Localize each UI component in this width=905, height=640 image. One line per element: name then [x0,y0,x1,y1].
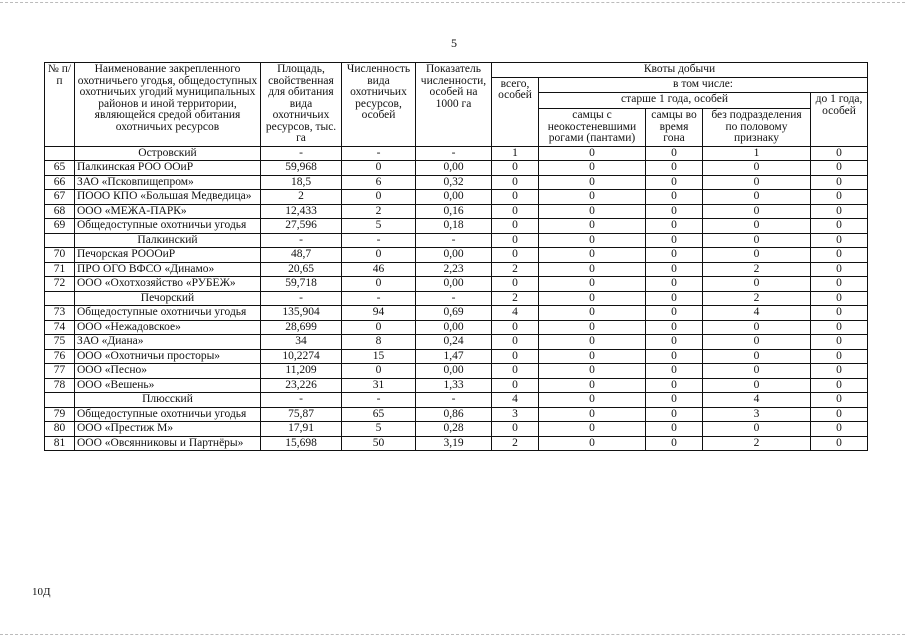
cell-nosex: 2 [703,262,811,277]
cell-males: 0 [539,393,646,408]
cell-index: 0,00 [416,364,492,379]
table-row [45,436,868,451]
cell-index: 3,19 [416,436,492,451]
header-males: самцы с неокостеневшими рогами (пантами) [539,109,646,147]
cell-name: ПООО КПО «Большая Медведица» [75,190,261,205]
cell-num: 66 [45,175,75,190]
cell-males: 0 [539,378,646,393]
cell-males: 0 [539,219,646,234]
cell-males: 0 [539,349,646,364]
cell-area: 59,968 [261,161,342,176]
cell-total: 0 [492,335,539,350]
cell-num: 72 [45,277,75,292]
cell-index: 0,16 [416,204,492,219]
cell-name: ООО «Охотхозяйство «РУБЕЖ» [75,277,261,292]
cell-total: 0 [492,277,539,292]
cell-area: 34 [261,335,342,350]
cell-index: 0,00 [416,277,492,292]
cell-nosex: 0 [703,378,811,393]
cell-season: 0 [646,248,703,263]
district-row [45,233,868,248]
cell-total: 0 [492,248,539,263]
cell-young: 0 [811,248,868,263]
cell-num [45,233,75,248]
cell-males: 0 [539,190,646,205]
cell-nosex: 0 [703,277,811,292]
cell-males: 0 [539,436,646,451]
cell-name: Общедоступные охотничьи угодья [75,219,261,234]
cell-index: 0,00 [416,320,492,335]
cell-index: 0,24 [416,335,492,350]
cell-name: Палкинский [75,233,261,248]
cell-num: 81 [45,436,75,451]
cell-num [45,146,75,161]
cell-total: 0 [492,364,539,379]
cell-count: - [342,146,416,161]
cell-index: 0,18 [416,219,492,234]
cell-num: 70 [45,248,75,263]
cell-name: Общедоступные охотничьи угодья [75,407,261,422]
cell-index: - [416,233,492,248]
cell-nosex: 0 [703,248,811,263]
cell-num: 71 [45,262,75,277]
cell-season: 0 [646,364,703,379]
cell-name: ООО «Нежадовское» [75,320,261,335]
cell-count: - [342,233,416,248]
cell-season: 0 [646,277,703,292]
cell-area: 27,596 [261,219,342,234]
cell-males: 0 [539,291,646,306]
cell-young: 0 [811,233,868,248]
page-number: 5 [451,36,457,50]
cell-num [45,393,75,408]
header-name: Наименование закрепленного охотничьего угодья, общедоступных охотничьих угодий муниципальных районов и иной территории, являющейся средой обитания охотничьих ресурсов [75,63,261,147]
cell-nosex: 0 [703,175,811,190]
table-row [45,422,868,437]
cell-num [45,291,75,306]
cell-count: 15 [342,349,416,364]
cell-area: 10,2274 [261,349,342,364]
cell-name: Общедоступные охотничьи угодья [75,306,261,321]
cell-name: ООО «Овсянниковы и Партнёры» [75,436,261,451]
cell-count: 8 [342,335,416,350]
cell-season: 0 [646,146,703,161]
cell-season: 0 [646,204,703,219]
table-row [45,248,868,263]
cell-index: 0,00 [416,248,492,263]
cell-index: 0,86 [416,407,492,422]
cell-name: Островский [75,146,261,161]
cell-males: 0 [539,175,646,190]
cell-num: 75 [45,335,75,350]
cell-num: 69 [45,219,75,234]
cell-area: 135,904 [261,306,342,321]
cell-young: 0 [811,262,868,277]
cell-count: 94 [342,306,416,321]
cell-area: 17,91 [261,422,342,437]
cell-num: 74 [45,320,75,335]
cell-total: 4 [492,306,539,321]
scan-edge-top [0,2,905,3]
cell-males: 0 [539,262,646,277]
cell-area: 75,87 [261,407,342,422]
cell-count: 5 [342,422,416,437]
cell-total: 1 [492,146,539,161]
cell-males: 0 [539,146,646,161]
cell-index: 2,23 [416,262,492,277]
cell-season: 0 [646,422,703,437]
cell-name: ЗАО «Псковпищепром» [75,175,261,190]
cell-name: ПРО ОГО ВФСО «Динамо» [75,262,261,277]
cell-males: 0 [539,277,646,292]
table-row [45,378,868,393]
cell-nosex: 4 [703,306,811,321]
cell-total: 0 [492,349,539,364]
table-row [45,407,868,422]
cell-season: 0 [646,175,703,190]
cell-name: Плюсский [75,393,261,408]
header-young: до 1 года, особей [811,93,868,146]
cell-count: 0 [342,248,416,263]
cell-nosex: 0 [703,364,811,379]
cell-season: 0 [646,436,703,451]
table-row [45,204,868,219]
cell-area: 12,433 [261,204,342,219]
table-row [45,161,868,176]
cell-count: 5 [342,219,416,234]
cell-season: 0 [646,306,703,321]
cell-season: 0 [646,161,703,176]
quota-table [44,62,868,451]
cell-count: 0 [342,161,416,176]
cell-name: Печорский [75,291,261,306]
cell-nosex: 0 [703,349,811,364]
cell-males: 0 [539,320,646,335]
cell-num: 73 [45,306,75,321]
cell-num: 79 [45,407,75,422]
cell-count: 0 [342,277,416,292]
cell-young: 0 [811,364,868,379]
cell-season: 0 [646,233,703,248]
cell-young: 0 [811,291,868,306]
cell-name: Палкинская РОО ООиР [75,161,261,176]
cell-total: 2 [492,291,539,306]
cell-index: 0,28 [416,422,492,437]
cell-count: 65 [342,407,416,422]
cell-young: 0 [811,407,868,422]
cell-total: 0 [492,233,539,248]
cell-young: 0 [811,146,868,161]
cell-index: - [416,393,492,408]
cell-season: 0 [646,219,703,234]
cell-males: 0 [539,407,646,422]
cell-males: 0 [539,233,646,248]
cell-young: 0 [811,335,868,350]
table-row [45,190,868,205]
cell-total: 0 [492,378,539,393]
cell-index: - [416,291,492,306]
cell-young: 0 [811,161,868,176]
cell-season: 0 [646,320,703,335]
cell-males: 0 [539,306,646,321]
cell-nosex: 0 [703,422,811,437]
cell-nosex: 0 [703,219,811,234]
cell-young: 0 [811,422,868,437]
cell-young: 0 [811,175,868,190]
cell-total: 2 [492,436,539,451]
cell-area: 23,226 [261,378,342,393]
cell-index: 0,69 [416,306,492,321]
table-row [45,364,868,379]
cell-nosex: 0 [703,161,811,176]
header-area: Площадь, свойственная для обитания вида охотничьих ресурсов, тыс. га [261,63,342,147]
cell-young: 0 [811,320,868,335]
cell-season: 0 [646,335,703,350]
cell-count: 31 [342,378,416,393]
cell-count: 46 [342,262,416,277]
cell-season: 0 [646,190,703,205]
cell-count: 50 [342,436,416,451]
cell-nosex: 0 [703,320,811,335]
table-row [45,306,868,321]
cell-index: 1,33 [416,378,492,393]
scan-edge-bottom [0,634,905,635]
cell-young: 0 [811,204,868,219]
cell-count: 2 [342,204,416,219]
cell-total: 0 [492,219,539,234]
cell-index: 0,00 [416,161,492,176]
cell-count: 0 [342,364,416,379]
cell-name: ООО «Вешень» [75,378,261,393]
cell-young: 0 [811,190,868,205]
cell-young: 0 [811,277,868,292]
cell-males: 0 [539,161,646,176]
cell-num: 76 [45,349,75,364]
cell-nosex: 1 [703,146,811,161]
header-quotas: Квоты добычи [492,63,868,78]
cell-area: 15,698 [261,436,342,451]
cell-area: 11,209 [261,364,342,379]
table-row [45,349,868,364]
cell-index: 0,00 [416,190,492,205]
cell-name: Печорская РОООиР [75,248,261,263]
cell-name: ООО «Охотничьи просторы» [75,349,261,364]
cell-total: 0 [492,320,539,335]
cell-name: ЗАО «Диана» [75,335,261,350]
cell-young: 0 [811,436,868,451]
cell-area: 2 [261,190,342,205]
cell-season: 0 [646,378,703,393]
cell-season: 0 [646,393,703,408]
header-season: самцы во время гона [646,109,703,147]
cell-num: 78 [45,378,75,393]
cell-nosex: 2 [703,436,811,451]
cell-nosex: 0 [703,204,811,219]
cell-name: ООО «МЕЖА-ПАРК» [75,204,261,219]
footer-code: 10Д [32,586,51,598]
cell-total: 0 [492,190,539,205]
table-body [45,146,868,451]
cell-total: 2 [492,262,539,277]
cell-index: 0,32 [416,175,492,190]
cell-young: 0 [811,306,868,321]
cell-index: 1,47 [416,349,492,364]
cell-total: 0 [492,204,539,219]
cell-area: - [261,393,342,408]
cell-season: 0 [646,349,703,364]
header-older: старше 1 года, особей [539,93,811,109]
header-nosex: без подразделения по половому признаку [703,109,811,147]
cell-young: 0 [811,219,868,234]
cell-males: 0 [539,248,646,263]
cell-num: 67 [45,190,75,205]
table-row [45,262,868,277]
cell-nosex: 3 [703,407,811,422]
cell-name: ООО «Песно» [75,364,261,379]
cell-area: 28,699 [261,320,342,335]
cell-season: 0 [646,262,703,277]
cell-total: 0 [492,422,539,437]
cell-area: 20,65 [261,262,342,277]
cell-area: 48,7 [261,248,342,263]
cell-nosex: 0 [703,190,811,205]
cell-index: - [416,146,492,161]
header-total: всего, особей [492,77,539,146]
district-row [45,291,868,306]
cell-area: - [261,146,342,161]
cell-area: - [261,233,342,248]
header-num: № п/п [45,63,75,147]
cell-nosex: 0 [703,335,811,350]
cell-season: 0 [646,291,703,306]
cell-total: 0 [492,175,539,190]
cell-males: 0 [539,335,646,350]
cell-num: 65 [45,161,75,176]
table-row [45,175,868,190]
cell-area: 18,5 [261,175,342,190]
table-row [45,335,868,350]
table-row [45,219,868,234]
cell-num: 80 [45,422,75,437]
cell-nosex: 4 [703,393,811,408]
cell-season: 0 [646,407,703,422]
district-row [45,146,868,161]
cell-males: 0 [539,204,646,219]
table-row [45,320,868,335]
cell-count: 0 [342,320,416,335]
cell-young: 0 [811,393,868,408]
cell-num: 68 [45,204,75,219]
cell-area: 59,718 [261,277,342,292]
cell-num: 77 [45,364,75,379]
header-count: Численность вида охотничьих ресурсов, особей [342,63,416,147]
cell-males: 0 [539,364,646,379]
cell-males: 0 [539,422,646,437]
header-including: в том числе: [539,77,868,93]
cell-total: 0 [492,161,539,176]
cell-count: - [342,393,416,408]
cell-total: 3 [492,407,539,422]
cell-count: 0 [342,190,416,205]
cell-count: 6 [342,175,416,190]
cell-total: 4 [492,393,539,408]
cell-nosex: 0 [703,233,811,248]
header-index: Показатель численности, особей на 1000 га [416,63,492,147]
district-row [45,393,868,408]
cell-nosex: 2 [703,291,811,306]
cell-area: - [261,291,342,306]
cell-count: - [342,291,416,306]
cell-young: 0 [811,378,868,393]
table-row [45,277,868,292]
cell-name: ООО «Престиж М» [75,422,261,437]
cell-young: 0 [811,349,868,364]
